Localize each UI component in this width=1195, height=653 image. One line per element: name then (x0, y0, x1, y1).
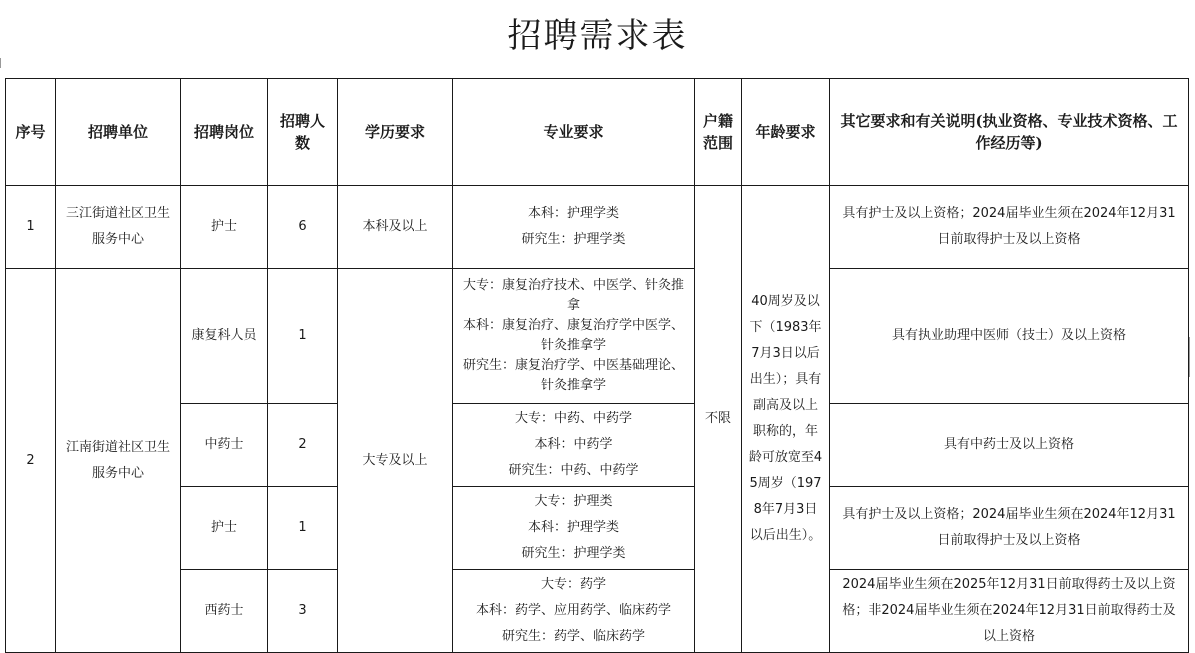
header-count: 招聘人数 (268, 79, 338, 186)
header-hukou: 户籍范围 (695, 79, 742, 186)
count-cell: 6 (268, 186, 338, 269)
post-cell: 中药士 (181, 404, 268, 487)
other-cell: 具有执业助理中医师（技士）及以上资格 (830, 269, 1189, 404)
post-cell: 西药士 (181, 570, 268, 653)
table-row (6, 186, 1189, 269)
major-cell (453, 269, 695, 404)
major-line: 大专：药学 (540, 577, 606, 592)
other-cell: 2024届毕业生须在2025年12月31日前取得药士及以上资格；非2024届毕业生须在2024年12月31日前取得药士及以上资格 (830, 570, 1189, 653)
header-other: 其它要求和有关说明(执业资格、专业技术资格、工作经历等) (830, 79, 1189, 186)
table-row (6, 487, 1189, 570)
recruitment-table (5, 78, 1189, 653)
table-row (6, 269, 1189, 404)
page-title: 招聘需求表 (507, 16, 688, 56)
other-cell: 具有护士及以上资格；2024届毕业生须在2024年12月31日前取得护士及以上资格 (830, 487, 1189, 570)
major-line: 大专：中药、中药学 (514, 411, 632, 426)
header-seq: 序号 (6, 79, 56, 186)
other-cell: 具有中药士及以上资格 (830, 404, 1189, 487)
header-age: 年龄要求 (742, 79, 830, 186)
major-line: 大专：护理类 (534, 494, 613, 509)
major-line: 大专：康复治疗技术、中医学、针灸推拿 (462, 278, 684, 313)
count-cell: 1 (268, 487, 338, 570)
table-row (6, 570, 1189, 653)
other-cell: 具有护士及以上资格；2024届毕业生须在2024年12月31日前取得护士及以上资格 (830, 186, 1189, 269)
count-cell: 1 (268, 269, 338, 404)
table-row (6, 404, 1189, 487)
margin-marker (1189, 337, 1195, 377)
count-cell: 2 (268, 404, 338, 487)
major-cell (453, 186, 695, 269)
edu-cell: 大专及以上 (338, 269, 453, 653)
major-line: 研究生：药学、临床药学 (501, 629, 645, 644)
major-line: 研究生：中药、中药学 (508, 463, 639, 478)
major-line: 研究生：康复治疗学、中医基础理论、针灸推拿学 (462, 358, 684, 393)
major-line: 本科：药学、应用药学、临床药学 (475, 603, 671, 618)
header-edu: 学历要求 (338, 79, 453, 186)
hukou-cell: 不限 (695, 186, 742, 653)
major-line: 本科：护理学类 (527, 520, 619, 535)
header-unit: 招聘单位 (56, 79, 181, 186)
header-row (6, 79, 1189, 186)
major-cell (453, 570, 695, 653)
unit-cell: 三江街道社区卫生服务中心 (56, 186, 181, 269)
header-major: 专业要求 (453, 79, 695, 186)
major-line: 本科：康复治疗、康复治疗学中医学、针灸推拿学 (462, 318, 684, 353)
post-cell: 护士 (181, 487, 268, 570)
unit-cell: 江南街道社区卫生服务中心 (56, 269, 181, 653)
margin-marker (0, 58, 4, 68)
edu-cell: 本科及以上 (338, 186, 453, 269)
major-line: 研究生：护理学类 (521, 546, 626, 561)
seq-cell: 1 (6, 186, 56, 269)
seq-cell: 2 (6, 269, 56, 653)
major-line: 本科：中药学 (534, 437, 613, 452)
major-line: 本科：护理学类 (527, 206, 619, 221)
major-cell (453, 404, 695, 487)
header-post: 招聘岗位 (181, 79, 268, 186)
major-line: 研究生：护理学类 (521, 232, 626, 247)
count-cell: 3 (268, 570, 338, 653)
major-cell (453, 487, 695, 570)
age-cell: 40周岁及以下（1983年7月3日以后出生）；具有副高及以上职称的，年龄可放宽至45周岁（1978年7月3日以后出生）。 (742, 186, 830, 653)
post-cell: 护士 (181, 186, 268, 269)
post-cell: 康复科人员 (181, 269, 268, 404)
